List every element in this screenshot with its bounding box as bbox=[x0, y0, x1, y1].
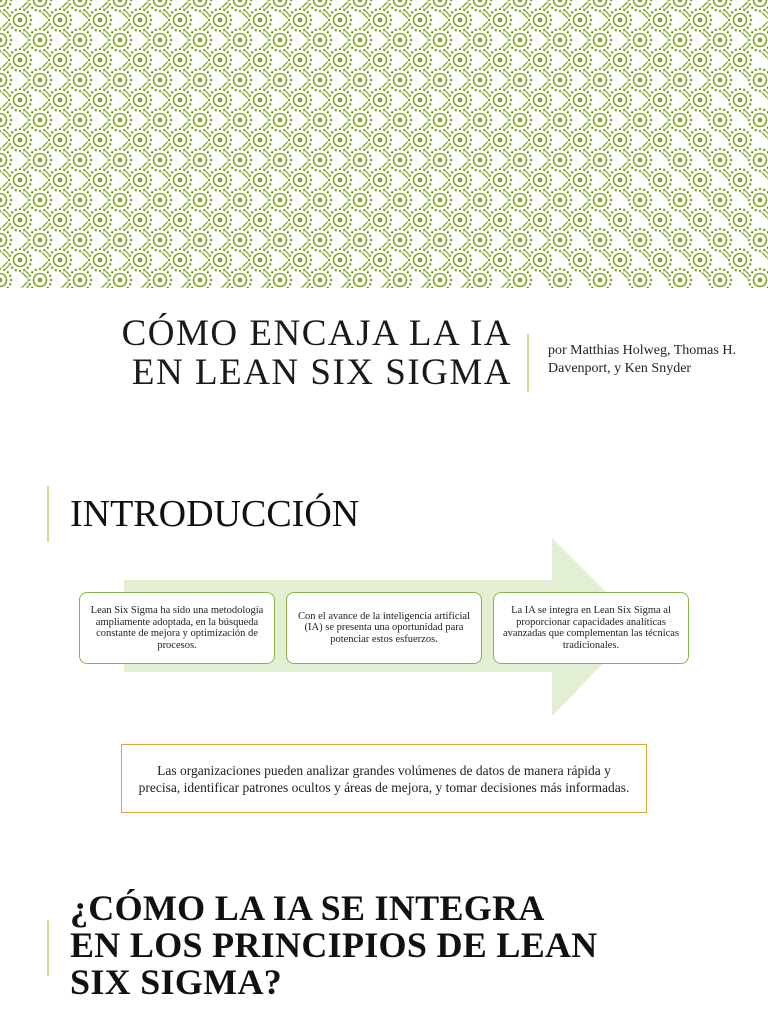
callout-box bbox=[121, 744, 647, 813]
intro-heading: INTRODUCCIÓN bbox=[70, 493, 360, 535]
process-step-1-text: Lean Six Sigma ha sido una metodología ampliamente adoptada, en la búsqueda constante de mejora y optimización de procesos. bbox=[90, 605, 264, 651]
decorative-pattern-banner bbox=[0, 0, 768, 288]
section2-heading bbox=[70, 890, 750, 1001]
slide-title bbox=[60, 314, 512, 392]
process-step-3-text: La IA se integra en Lean Six Sigma al proporcionar capacidades analíticas avanzadas que complementan las técnicas tradicionales. bbox=[502, 605, 680, 651]
author-credit: por Matthias Holweg, Thomas H. Davenport, y Ken Snyder bbox=[548, 343, 736, 376]
section2-heading-line-3: SIX SIGMA? bbox=[70, 962, 283, 1002]
process-step-3 bbox=[493, 592, 689, 664]
title-divider bbox=[527, 334, 529, 392]
section2-heading-line-1: ¿CÓMO LA IA SE INTEGRA bbox=[70, 888, 545, 928]
process-step-1 bbox=[79, 592, 275, 664]
title-line-1: CÓMO ENCAJA LA IA bbox=[121, 313, 512, 354]
process-step-2-text: Con el avance de la inteligencia artificial (IA) se presenta una oportunidad para potenciar estos esfuerzos. bbox=[298, 610, 470, 645]
section2-accent-bar bbox=[47, 920, 49, 976]
title-line-2: EN LEAN SIX SIGMA bbox=[131, 352, 512, 393]
callout-text: Las organizaciones pueden analizar grandes volúmenes de datos de manera rápida y precisa, identificar patrones ocultos y áreas de mejora, y tomar decisiones más informadas. bbox=[138, 762, 630, 795]
process-step-2 bbox=[286, 592, 482, 664]
section2-heading-line-2: EN LOS PRINCIPIOS DE LEAN bbox=[70, 925, 598, 965]
